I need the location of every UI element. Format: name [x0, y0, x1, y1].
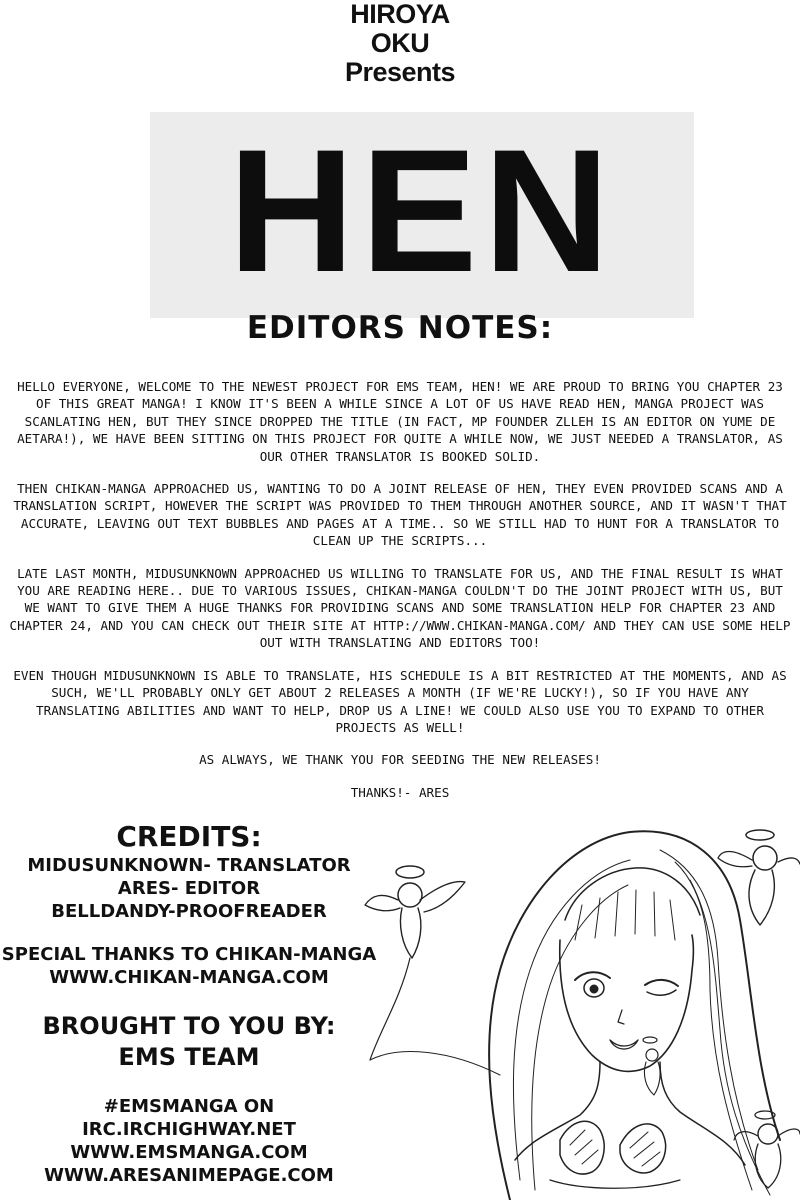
site-link-1: WWW.EMSMANGA.COM — [70, 1142, 308, 1163]
team-name: EMS TEAM — [118, 1043, 260, 1071]
credit-proofreader: BELLDANDY-PROOFREADER — [51, 901, 327, 922]
notes-paragraph: EVEN THOUGH MIDUSUNKNOWN IS ABLE TO TRANSLATE, HIS SCHEDULE IS A BIT RESTRICTED AT THE MOMENTS, AND AS SUCH, WE'LL PROBABLY ONLY GET ABOUT 2 RELEASES A MONTH (IF WE'RE LUCKY!), SO IF YOU HAVE ANY TRANSLATING ABILITIES AND WANT TO HELP, DROP US A LINE! WE COULD ALSO USE YOU TO EXPAND TO OTHER PROJECTS AS WELL! — [13, 667, 787, 735]
notes-paragraph: HELLO EVERYONE, WELCOME TO THE NEWEST PROJECT FOR EMS TEAM, HEN! WE ARE PROUD TO BRING YOU CHAPTER 23 OF THIS GREAT MANGA! I KNOW IT'S BEEN A WHILE SINCE A LOT OF US HAVE READ HEN, MANGA PROJECT WAS SCANLATING HEN, BUT THEY SINCE DROPPED THE TITLE (IN FACT, MP FOUNDER ZLLEH IS AN EDITOR ON YUME DE AETARA!), WE HAVE BEEN SITTING ON THIS PROJECT FOR QUITE A WHILE NOW, WE JUST NEEDED A TRANSLATOR, AS OUR OTHER TRANSLATOR IS BOOKED SOLID. — [17, 379, 783, 464]
site-link-2: WWW.ARESANIMEPAGE.COM — [44, 1165, 334, 1186]
credits-block — [0, 820, 378, 1187]
presents-label: Presents — [344, 57, 456, 87]
manga-title: HEN — [228, 114, 616, 309]
notes-signature: THANKS!- ARES — [350, 784, 450, 800]
title-logo-panel — [150, 112, 694, 318]
special-thanks: SPECIAL THANKS TO CHIKAN-MANGA — [1, 944, 377, 965]
credit-translator: MIDUSUNKNOWN- TRANSLATOR — [27, 855, 351, 876]
credits-heading: CREDITS: — [116, 820, 262, 853]
credit-editor: ARES- EDITOR — [117, 878, 261, 899]
editors-notes-heading: EDITORS NOTES: — [246, 310, 554, 346]
author-last-name: OKU — [370, 28, 430, 58]
brought-to-you-heading: BROUGHT TO YOU BY: — [42, 1012, 336, 1040]
manga-girl-illustration — [360, 800, 800, 1200]
author-first-name: HIROYA — [350, 0, 450, 29]
notes-paragraph: LATE LAST MONTH, MIDUSUNKNOWN APPROACHED US WILLING TO TRANSLATE FOR US, AND THE FINAL RESULT IS WHAT YOU ARE READING HERE.. DUE TO VARIOUS ISSUES, CHIKAN-MANGA COULDN'T DO THE JOINT PROJECT WITH US, BUT WE WANT TO GIVE THEM A HUGE THANKS FOR PROVIDING SCANS AND SOME TRANSLATION HELP FOR CHAPTER 23 AND CHAPTER 24, AND YOU CAN CHECK OUT THEIR SITE AT HTTP://WWW.CHIKAN-MANGA.COM/ AND THEY CAN USE SOME HELP OUT WITH TRANSLATING AND EDITORS TOO! — [9, 565, 791, 651]
author-credit — [340, 0, 460, 118]
notes-paragraph: AS ALWAYS, WE THANK YOU FOR SEEDING THE NEW RELEASES! — [199, 752, 601, 768]
editors-notes-body — [6, 378, 794, 816]
notes-paragraph: THEN CHIKAN-MANGA APPROACHED US, WANTING TO DO A JOINT RELEASE OF HEN, THEY EVEN PROVIDED SCANS AND A TRANSLATION SCRIPT, HOWEVER THE SCRIPT WAS PROVIDED TO THEM THROUGH ANOTHER SOURCE, AND IT WASN'T THAT ACCURATE, LEAVING OUT TEXT BUBBLES AND PAGES AT A TIME.. SO WE STILL HAD TO HUNT FOR A TRANSLATOR TO CLEAN UP THE SCRIPTS... — [13, 481, 787, 549]
special-thanks-site: WWW.CHIKAN-MANGA.COM — [49, 967, 329, 988]
irc-server: IRC.IRCHIGHWAY.NET — [82, 1119, 296, 1140]
irc-channel: #EMSMANGA ON — [103, 1096, 275, 1117]
